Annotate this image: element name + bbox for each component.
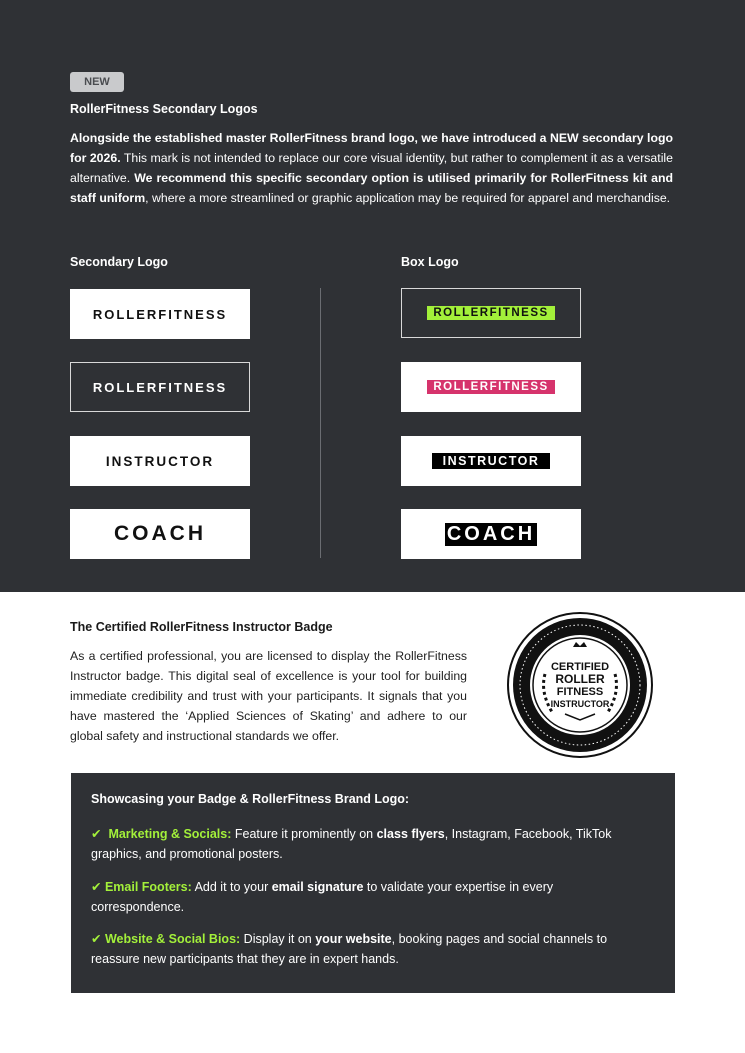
logo-text: COACH (114, 522, 206, 545)
intro-bold-2: We recommend this specific secondary option is utilised primarily for RollerFitness kit and staff uniform (70, 171, 673, 205)
logo-text: ROLLERFITNESS (427, 380, 554, 394)
secondary-logo-coach (70, 509, 250, 559)
badge-title: The Certified RollerFitness Instructor Badge (70, 620, 333, 634)
showcase-title: Showcasing your Badge & RollerFitness Brand Logo: (91, 792, 410, 806)
showcase-item-marketing (91, 824, 621, 864)
section-title: RollerFitness Secondary Logos (70, 102, 258, 116)
logo-text: ROLLERFITNESS (92, 379, 228, 395)
item-bold: class flyers (376, 827, 445, 841)
logo-text: INSTRUCTOR (105, 453, 215, 469)
intro-paragraph (70, 128, 673, 208)
logo-text: ROLLERFITNESS (427, 306, 554, 320)
secondary-logo-rollerfitness-white (70, 289, 250, 339)
item-text: to validate your expertise in every correspondence. (91, 880, 554, 914)
item-text: Feature it prominently on (231, 827, 377, 841)
check-icon: ✔ (91, 880, 102, 894)
secondary-logo-instructor (70, 436, 250, 486)
check-icon: ✔ (91, 932, 102, 946)
item-label: Email Footers: (104, 880, 192, 894)
seal-line-3: FITNESS (556, 686, 604, 698)
box-logo-rollerfitness-pink (401, 362, 581, 412)
item-text: Display it on (240, 932, 316, 946)
seal-line-1: CERTIFIED (550, 661, 610, 673)
item-bold: email signature (271, 880, 364, 894)
new-tag: NEW (70, 72, 124, 92)
item-bold: your website (315, 932, 392, 946)
certified-instructor-seal (507, 612, 653, 758)
item-label: Marketing & Socials: (108, 827, 232, 841)
showcase-item-website (91, 929, 621, 969)
item-text: Add it to your (191, 880, 272, 894)
box-logo-rollerfitness-lime (401, 288, 581, 338)
seal-line-2: ROLLER (555, 672, 605, 686)
showcase-item-email (91, 877, 621, 917)
secondary-logo-heading: Secondary Logo (70, 255, 168, 269)
box-logo-heading: Box Logo (401, 255, 459, 269)
check-icon: ✔ (91, 827, 102, 841)
column-divider (320, 288, 321, 558)
showcase-box (71, 773, 675, 993)
intro-bold-1: Alongside the established master RollerFitness brand logo, we have introduced a NEW secondary logo for 2026. (70, 131, 673, 165)
item-text: , booking pages and social channels to reassure new participants that they are in expert hands. (91, 932, 608, 966)
seal-line-4: INSTRUCTOR (550, 699, 610, 709)
box-logo-coach (401, 509, 581, 559)
logo-text: COACH (446, 522, 536, 545)
logo-text: ROLLERFITNESS (92, 306, 228, 322)
logo-text: INSTRUCTOR (432, 453, 551, 469)
badge-description: As a certified professional, you are licensed to display the RollerFitness Instructor badge. This digital seal of excellence is your tool for building immediate credibility and trust with your participants. It signals that you have mastered the ‘Applied Sciences of Skating’ and adhere to our global safety and instructional standards we offer. (70, 649, 467, 743)
item-label: Website & Social Bios: (104, 932, 241, 946)
secondary-logo-rollerfitness-outline (70, 362, 250, 412)
intro-text-1: This mark is not intended to replace our core visual identity, but rather to complement it as a versatile alternative. (70, 151, 673, 185)
box-logo-instructor (401, 436, 581, 486)
intro-text-2: , where a more streamlined or graphic application may be required for apparel and merchandise. (145, 191, 671, 205)
item-text: , Instagram, Facebook, TikTok graphics, and promotional posters. (91, 827, 612, 861)
